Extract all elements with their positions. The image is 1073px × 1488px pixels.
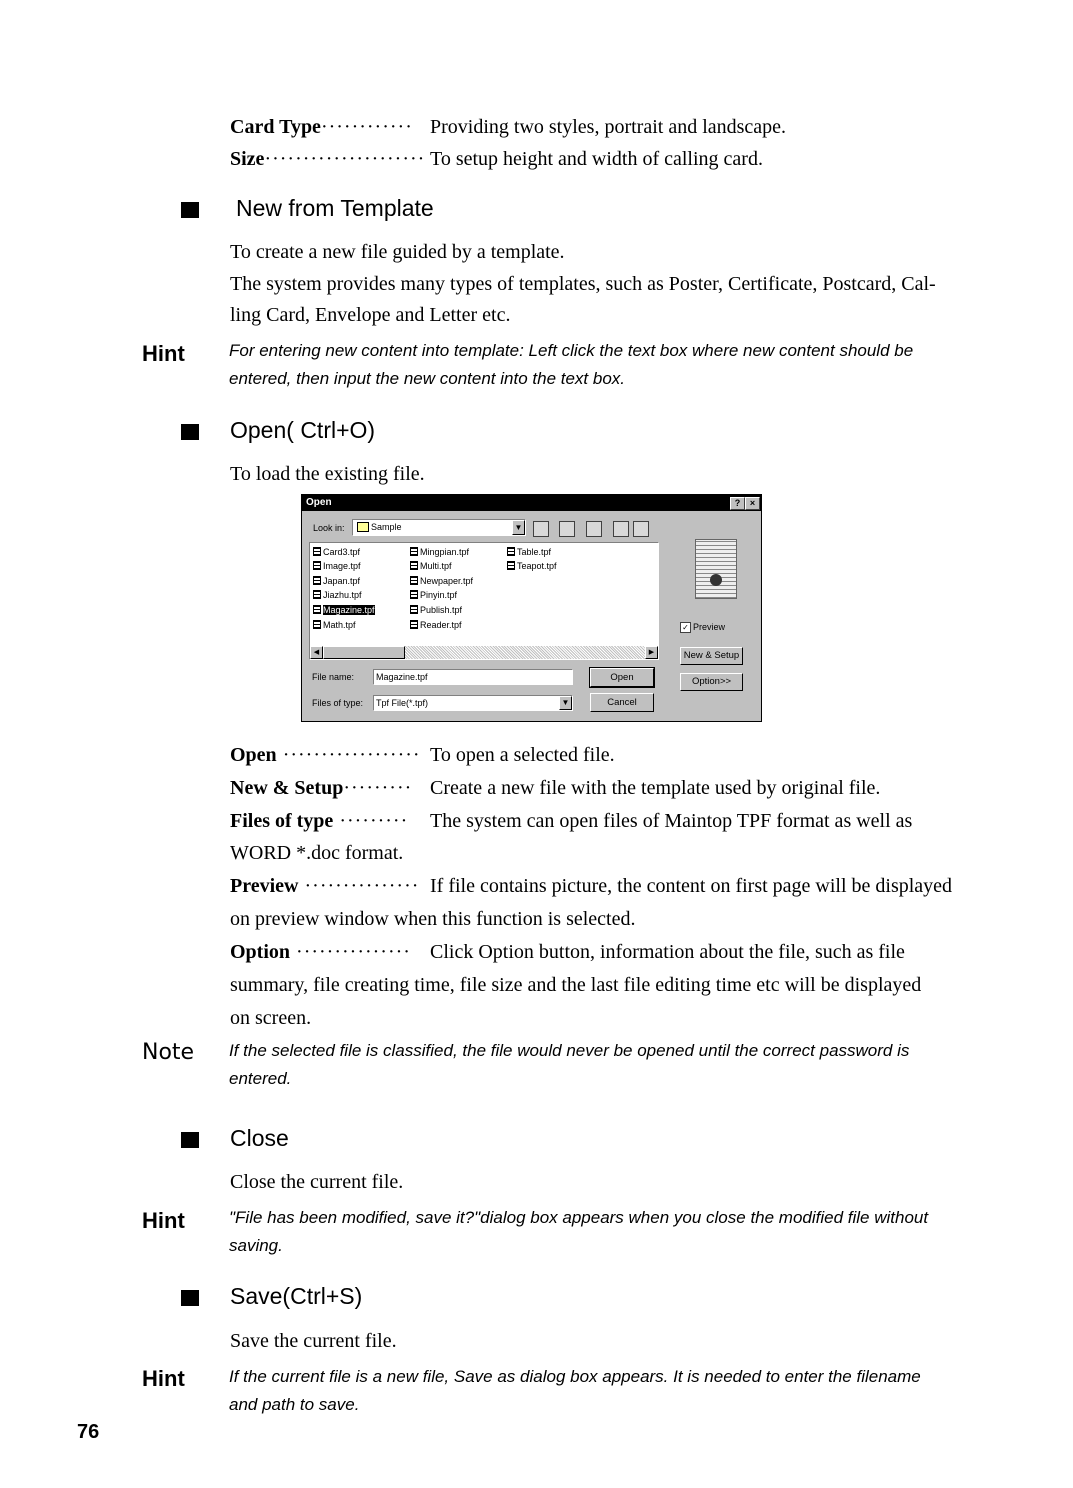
tpf-file-icon bbox=[507, 547, 515, 556]
dot-leader: ····················· bbox=[264, 148, 426, 170]
section-title-new-template: New from Template bbox=[236, 195, 434, 221]
list-view-icon[interactable] bbox=[613, 521, 629, 537]
section-bullet bbox=[181, 202, 199, 218]
section-title-save: Save(Ctrl+S) bbox=[230, 1283, 363, 1309]
dot-leader: ········· bbox=[333, 810, 409, 832]
file-name: Japan.tpf bbox=[323, 576, 361, 586]
def-desc: To setup height and width of calling card. bbox=[430, 148, 763, 170]
def-card-type bbox=[230, 111, 787, 143]
section-bullet bbox=[181, 1290, 199, 1306]
open-dialog bbox=[301, 494, 762, 722]
def-term: Option bbox=[230, 941, 291, 963]
def-term: Card Type bbox=[230, 116, 321, 138]
file-list[interactable] bbox=[309, 542, 659, 660]
hint-text-line2: entered, then input the new content into the text box. bbox=[229, 369, 625, 388]
new-template-line1: To create a new file guided by a template. bbox=[230, 241, 565, 263]
section-title-close: Close bbox=[230, 1125, 289, 1151]
def-desc: The system can open files of Maintop TPF format as well as bbox=[430, 810, 913, 832]
list-item[interactable] bbox=[410, 545, 469, 559]
file-name-value: Magazine.tpf bbox=[376, 672, 428, 682]
tpf-file-icon bbox=[313, 605, 321, 614]
note-text-line2: entered. bbox=[229, 1069, 292, 1088]
open-button[interactable]: Open bbox=[590, 668, 654, 687]
file-name: Multi.tpf bbox=[420, 561, 452, 571]
files-of-type-select[interactable] bbox=[373, 695, 573, 711]
list-item[interactable] bbox=[410, 559, 452, 573]
hint-label: Hint bbox=[142, 341, 185, 366]
close-button[interactable]: × bbox=[745, 497, 760, 510]
tpf-file-icon bbox=[507, 561, 515, 570]
list-item[interactable] bbox=[410, 618, 462, 632]
file-name: Publish.tpf bbox=[420, 605, 463, 615]
hint-text-line2: and path to save. bbox=[229, 1395, 360, 1414]
def-desc: If file contains picture, the content on first page will be displayed bbox=[430, 875, 953, 897]
list-item[interactable] bbox=[410, 603, 462, 617]
file-name: Magazine.tpf bbox=[323, 605, 375, 615]
close-line1: Close the current file. bbox=[230, 1171, 404, 1193]
list-item[interactable] bbox=[313, 588, 362, 602]
def-preview bbox=[230, 870, 953, 902]
def-desc: Create a new file with the template used by original file. bbox=[430, 777, 881, 799]
list-item-selected[interactable] bbox=[313, 603, 375, 617]
list-item[interactable] bbox=[507, 559, 557, 573]
file-name-label: File name: bbox=[312, 672, 355, 682]
list-item[interactable] bbox=[313, 574, 360, 588]
cancel-button[interactable]: Cancel bbox=[590, 693, 654, 712]
file-name: Pinyin.tpf bbox=[420, 590, 458, 600]
page-number: 76 bbox=[77, 1421, 100, 1443]
def-desc: To open a selected file. bbox=[430, 744, 615, 766]
def-open bbox=[230, 739, 615, 771]
new-folder-icon[interactable] bbox=[586, 521, 602, 537]
list-item[interactable] bbox=[313, 545, 360, 559]
file-name-input[interactable] bbox=[373, 669, 573, 685]
def-option bbox=[230, 936, 905, 968]
file-name: Mingpian.tpf bbox=[420, 547, 470, 557]
def-desc: Providing two styles, portrait and landscape. bbox=[430, 116, 787, 138]
file-name: Image.tpf bbox=[323, 561, 361, 571]
section-title-open: Open( Ctrl+O) bbox=[230, 417, 376, 443]
file-name: Newpaper.tpf bbox=[420, 576, 474, 586]
horizontal-scrollbar[interactable] bbox=[310, 646, 658, 659]
list-item[interactable] bbox=[507, 545, 551, 559]
list-item[interactable] bbox=[313, 559, 361, 573]
file-name: Jiazhu.tpf bbox=[323, 590, 362, 600]
dot-leader: ··············· bbox=[290, 941, 411, 963]
files-of-type-cont: WORD *.doc format. bbox=[230, 842, 404, 864]
file-name: Reader.tpf bbox=[420, 620, 462, 630]
save-line1: Save the current file. bbox=[230, 1330, 397, 1352]
tpf-file-icon bbox=[410, 561, 418, 570]
dot-leader: ·················· bbox=[276, 744, 421, 766]
def-term: New & Setup bbox=[230, 777, 344, 799]
preview-cont: on preview window when this function is selected. bbox=[230, 908, 636, 930]
look-in-value: Sample bbox=[371, 522, 402, 532]
def-new-setup bbox=[230, 772, 881, 804]
def-term: Open bbox=[230, 744, 277, 766]
hint-text-line1: If the current file is a new file, Save as dialog box appears. It is needed to enter the filename bbox=[229, 1367, 921, 1386]
dot-leader: ············ bbox=[320, 116, 413, 138]
look-in-label: Look in: bbox=[313, 523, 345, 533]
tpf-file-icon bbox=[410, 620, 418, 629]
help-button[interactable]: ? bbox=[730, 497, 745, 510]
desktop-icon[interactable] bbox=[559, 521, 575, 537]
preview-label: Preview bbox=[693, 622, 726, 632]
list-item[interactable] bbox=[313, 618, 356, 632]
scroll-left-icon[interactable]: ◀ bbox=[310, 646, 323, 659]
option-cont1: summary, file creating time, file size and the last file editing time etc will be displayed bbox=[230, 974, 922, 996]
dot-leader: ··············· bbox=[298, 875, 420, 897]
tpf-file-icon bbox=[313, 620, 321, 629]
up-folder-icon[interactable] bbox=[533, 521, 549, 537]
new-template-line2: The system provides many types of templates, such as Poster, Certificate, Postcard, Cal- bbox=[230, 273, 936, 295]
tpf-file-icon bbox=[313, 561, 321, 570]
note-label: Note bbox=[142, 1040, 195, 1065]
new-setup-button[interactable]: New & Setup bbox=[680, 647, 743, 665]
def-files-of-type bbox=[230, 805, 913, 837]
list-item[interactable] bbox=[410, 574, 473, 588]
dialog-title-bar bbox=[302, 495, 761, 511]
option-button[interactable]: Option>> bbox=[680, 673, 743, 691]
chevron-down-icon[interactable]: ▼ bbox=[512, 520, 525, 535]
chevron-down-icon[interactable]: ▼ bbox=[559, 696, 572, 710]
new-template-line3: ling Card, Envelope and Letter etc. bbox=[230, 304, 511, 326]
def-desc: Click Option button, information about the file, such as file bbox=[430, 941, 905, 963]
list-item[interactable] bbox=[410, 588, 457, 602]
files-of-type-value: Tpf File(*.tpf) bbox=[376, 698, 429, 708]
files-of-type-label: Files of type: bbox=[312, 698, 364, 708]
dialog-title: Open bbox=[306, 497, 332, 508]
section-bullet bbox=[181, 424, 199, 440]
note-text-line1: If the selected file is classified, the file would never be opened until the correct password is bbox=[229, 1041, 910, 1060]
look-in-select[interactable] bbox=[352, 519, 526, 536]
tpf-file-icon bbox=[313, 590, 321, 599]
scroll-thumb[interactable] bbox=[323, 646, 405, 659]
details-view-icon[interactable] bbox=[633, 521, 649, 537]
tpf-file-icon bbox=[410, 605, 418, 614]
tpf-file-icon bbox=[313, 576, 321, 585]
hint-label: Hint bbox=[142, 1208, 185, 1233]
preview-thumbnail bbox=[695, 539, 737, 599]
file-name: Card3.tpf bbox=[323, 547, 361, 557]
hint-text-line1: "File has been modified, save it?"dialog box appears when you close the modified file without bbox=[229, 1208, 929, 1227]
hint-text-line1: For entering new content into template: Left click the text box where new content should be bbox=[229, 341, 914, 360]
option-cont2: on screen. bbox=[230, 1007, 312, 1029]
teapot-image bbox=[710, 574, 722, 586]
hint-label: Hint bbox=[142, 1366, 185, 1391]
tpf-file-icon bbox=[410, 547, 418, 556]
def-term: Files of type bbox=[230, 810, 334, 832]
def-term: Size bbox=[230, 148, 265, 170]
def-term: Preview bbox=[230, 875, 299, 897]
tpf-file-icon bbox=[313, 547, 321, 556]
hint-text-line2: saving. bbox=[229, 1236, 283, 1255]
tpf-file-icon bbox=[410, 576, 418, 585]
file-name: Teapot.tpf bbox=[517, 561, 557, 571]
section-bullet bbox=[181, 1132, 199, 1148]
dot-leader: ········· bbox=[343, 777, 413, 799]
folder-icon bbox=[357, 522, 369, 532]
file-name: Math.tpf bbox=[323, 620, 356, 630]
def-size bbox=[230, 143, 763, 175]
preview-checkbox[interactable]: ✓ bbox=[680, 622, 691, 633]
scroll-right-icon[interactable]: ▶ bbox=[645, 646, 658, 659]
open-line1: To load the existing file. bbox=[230, 463, 425, 485]
file-name: Table.tpf bbox=[517, 547, 552, 557]
tpf-file-icon bbox=[410, 590, 418, 599]
